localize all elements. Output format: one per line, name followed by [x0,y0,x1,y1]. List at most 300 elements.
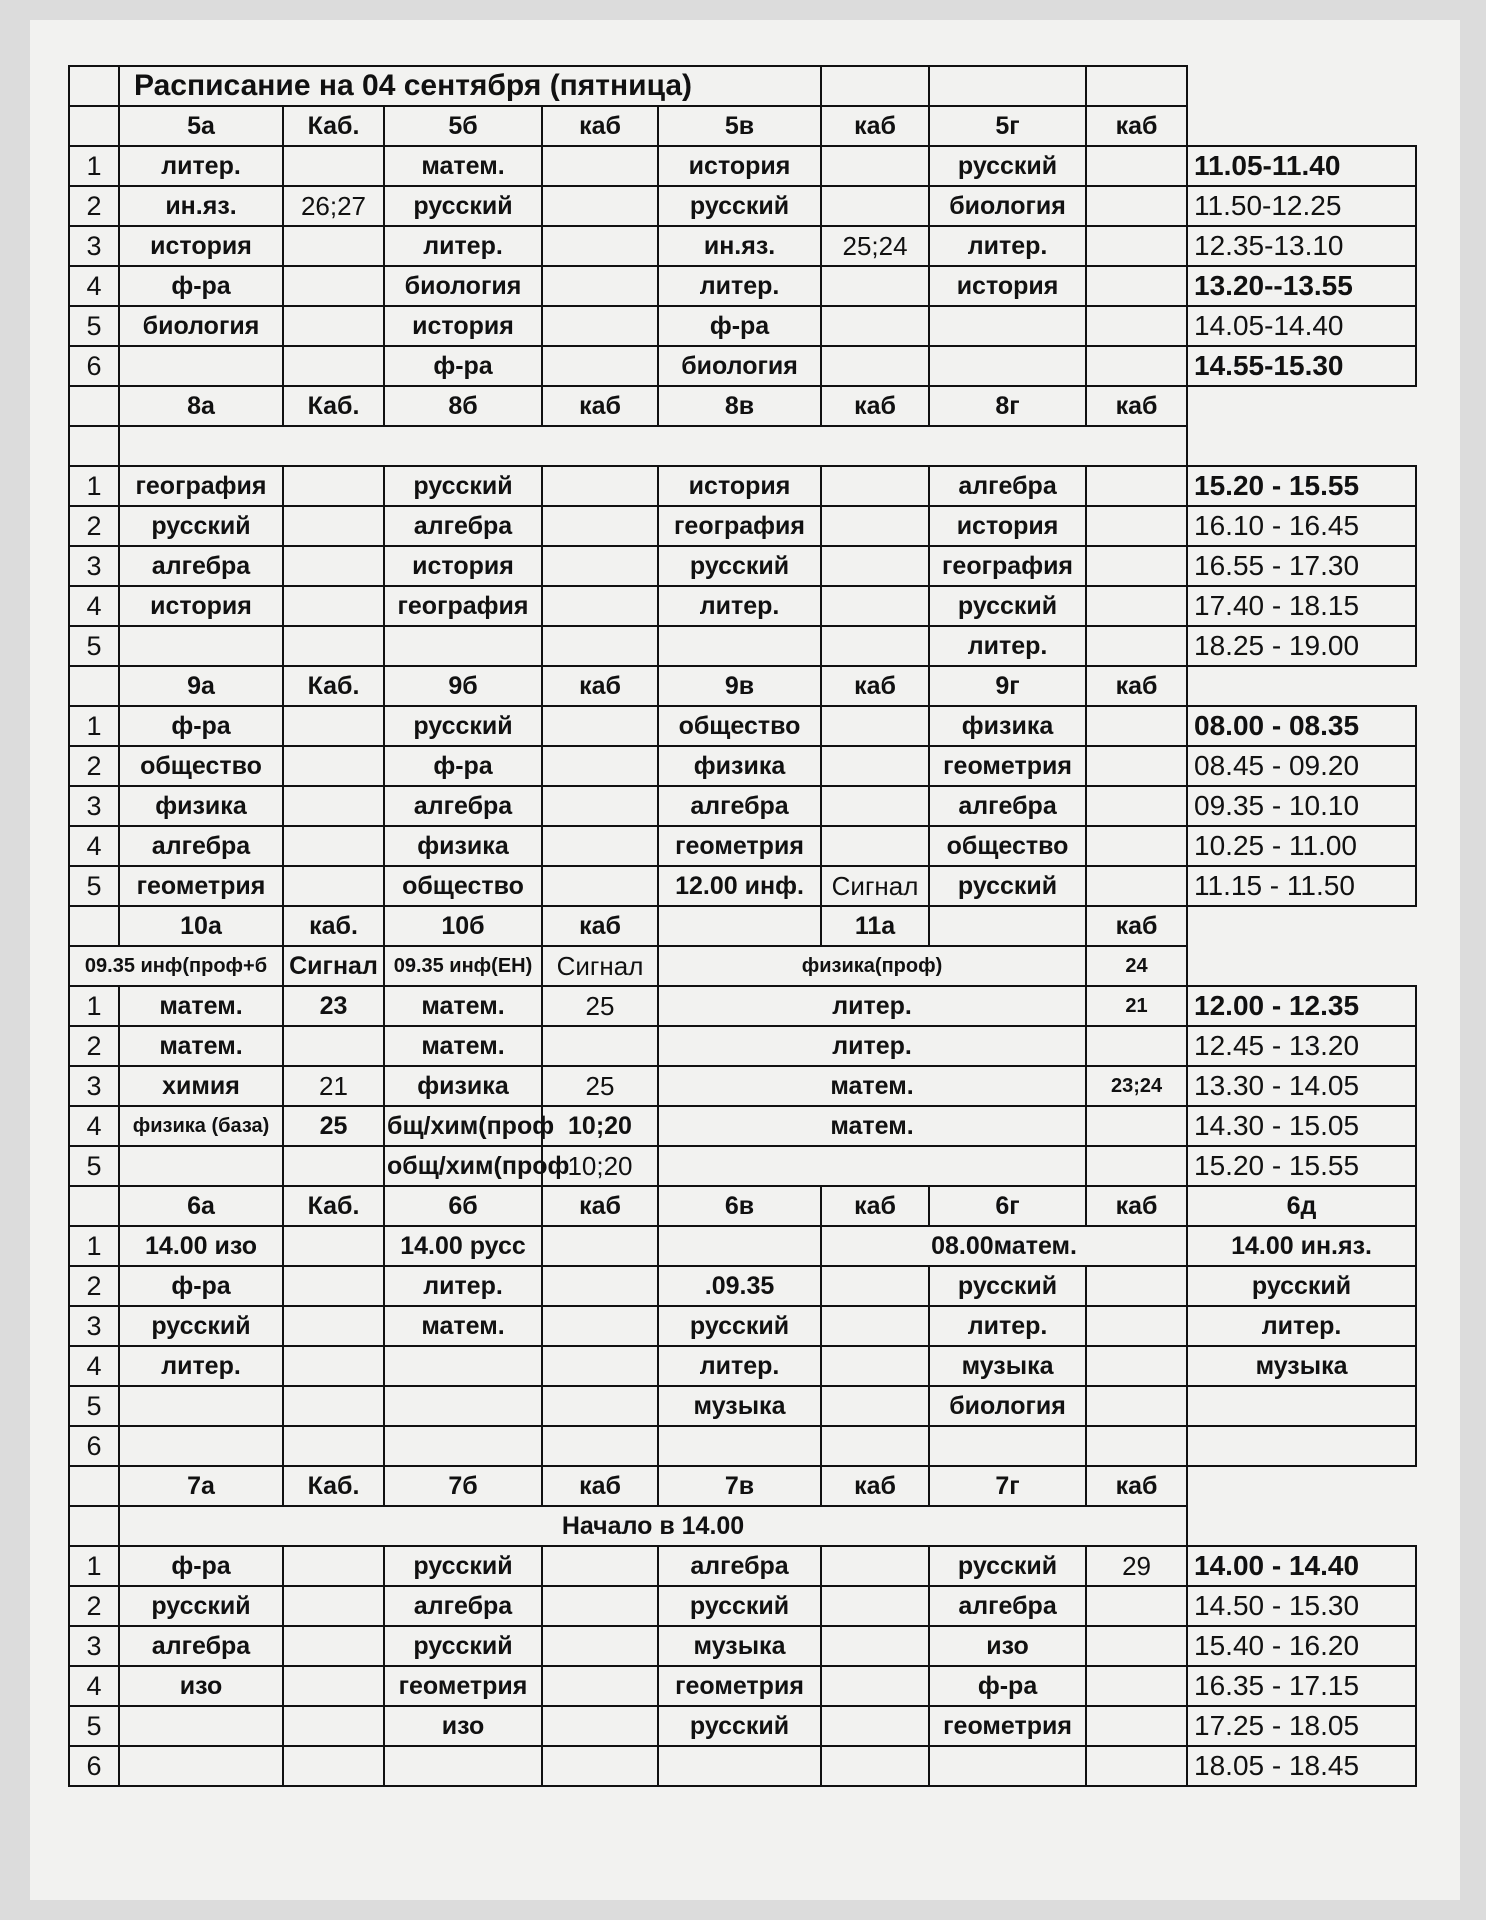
class-header-cell: 5б [384,106,542,146]
subject-cell: русский [384,186,542,226]
lesson-time: 14.00 - 14.40 [1187,1546,1416,1586]
lesson-number: 3 [69,1066,119,1106]
class-header-cell: 8в [658,386,821,426]
room-cell [1086,226,1187,266]
lesson-number: 2 [69,746,119,786]
room-cell [542,1746,658,1786]
room-cell [542,266,658,306]
room-cell [1086,1146,1187,1186]
subject-cell: литер. [658,986,1086,1026]
class-header-cell: каб [542,386,658,426]
room-cell [542,1426,658,1466]
lesson-row [69,1066,1416,1106]
lesson-row [69,1706,1416,1746]
room-cell [283,466,384,506]
subheader-cell: физика(проф) [658,946,1086,986]
room-cell [821,586,929,626]
subject-cell: матем. [384,1306,542,1346]
subject-cell: .09.35 [658,1266,821,1306]
room-cell [1086,1386,1187,1426]
subject-cell [119,1146,283,1186]
room-cell [821,1306,929,1346]
class-header-row [69,666,1416,706]
room-cell [1086,866,1187,906]
class-header-cell: 8а [119,386,283,426]
lesson-row [69,1346,1416,1386]
class-header-cell: каб [542,106,658,146]
class-header-cell: 9б [384,666,542,706]
subject-cell: история [119,586,283,626]
blank-space [1187,666,1416,706]
lesson-time: 17.40 - 18.15 [1187,586,1416,626]
subject-cell: русский [658,1586,821,1626]
lesson-time: 14.30 - 15.05 [1187,1106,1416,1146]
room-cell [1086,1346,1187,1386]
room-cell [283,1546,384,1586]
class-header-row [69,906,1416,946]
subject-cell: биология [658,346,821,386]
lesson-number: 5 [69,306,119,346]
room-cell [283,786,384,826]
lesson-number: 1 [69,706,119,746]
lesson-time: 10.25 - 11.00 [1187,826,1416,866]
class-header-cell: 9в [658,666,821,706]
subject-cell: геометрия [384,1666,542,1706]
subject-cell [119,1386,283,1426]
room-cell [542,226,658,266]
class-header-cell: каб [821,1186,929,1226]
subject-cell: физика [384,1066,542,1106]
subject-cell: литер. [119,1346,283,1386]
room-cell [821,186,929,226]
subject-cell [384,1426,542,1466]
subject-cell: алгебра [119,1626,283,1666]
room-cell [1086,1106,1187,1146]
lesson-number: 2 [69,1586,119,1626]
lesson-row [69,786,1416,826]
class-header-row [69,1466,1416,1506]
class-header-cell: 6а [119,1186,283,1226]
subject-cell: алгебра [658,1546,821,1586]
subject-cell: русский [384,706,542,746]
subject-cell: биология [929,186,1086,226]
class-header-cell: 7в [658,1466,821,1506]
room-cell [542,586,658,626]
class-header-cell: 11а [821,906,929,946]
subject-cell: геометрия [658,1666,821,1706]
room-cell: 26;27 [283,186,384,226]
room-cell [542,1266,658,1306]
subject-cell: русский [929,146,1086,186]
subject-cell: литер. [929,1306,1086,1346]
subject-cell: ф-ра [384,746,542,786]
lesson-row [69,1026,1416,1066]
lesson-time: 16.10 - 16.45 [1187,506,1416,546]
room-cell: 24 [1086,946,1187,986]
room-cell [1086,1706,1187,1746]
room-cell [283,266,384,306]
class-header-cell: каб [542,1466,658,1506]
class-header-cell: каб [1086,386,1187,426]
room-cell [1086,626,1187,666]
lesson-time: 12.45 - 13.20 [1187,1026,1416,1066]
subject-cell: алгебра [929,786,1086,826]
lesson-number: 6 [69,346,119,386]
room-cell [542,826,658,866]
class-header-cell: каб [1086,906,1187,946]
lesson-row [69,306,1416,346]
subject-cell: физика [384,826,542,866]
lesson-row [69,986,1416,1026]
blank-space [1187,1466,1416,1506]
lesson-row [69,826,1416,866]
room-cell [1086,546,1187,586]
room-cell [1086,826,1187,866]
subject-cell: ф-ра [119,706,283,746]
room-cell [283,626,384,666]
lesson-number: 5 [69,1146,119,1186]
subject-cell: русский [658,1306,821,1346]
class-header-cell: 6д [1187,1186,1416,1226]
room-cell [283,306,384,346]
subject-cell [929,306,1086,346]
class-header-cell: каб [1086,106,1187,146]
subject-cell: алгебра [929,466,1086,506]
room-cell [283,226,384,266]
lesson-number: 2 [69,506,119,546]
subject-cell: изо [119,1666,283,1706]
lesson-row [69,866,1416,906]
subject-cell: литер. [384,1266,542,1306]
class-header-cell: 6в [658,1186,821,1226]
class-header-cell: каб [1086,1466,1187,1506]
room-cell [542,146,658,186]
room-cell [1086,1666,1187,1706]
room-cell [283,506,384,546]
class-header-cell: 6б [384,1186,542,1226]
subject-cell: биология [929,1386,1086,1426]
blank-space [1187,386,1416,426]
room-cell: 21 [283,1066,384,1106]
room-cell [283,546,384,586]
lesson-time: 14.50 - 15.30 [1187,1586,1416,1626]
lesson-number: 5 [69,1386,119,1426]
room-cell [283,146,384,186]
class-header-cell: каб [821,1466,929,1506]
room-cell [542,1706,658,1746]
room-cell [283,1746,384,1786]
subject-cell: алгебра [658,786,821,826]
class-header-cell [929,906,1086,946]
subject-cell: русский [929,586,1086,626]
start-note: Начало в 14.00 [119,1506,1187,1546]
lesson-row [69,1226,1416,1266]
subject-cell: алгебра [929,1586,1086,1626]
subject-cell: музыка [658,1386,821,1426]
subject-cell: алгебра [384,506,542,546]
room-cell [283,1386,384,1426]
subject-cell: изо [929,1626,1086,1666]
room-cell [1086,146,1187,186]
row-number-header [69,906,119,946]
lesson-number: 1 [69,986,119,1026]
room-cell [1086,466,1187,506]
lesson-row [69,546,1416,586]
room-cell [542,1226,658,1266]
lesson-number: 6 [69,1746,119,1786]
lesson-time: 14.05-14.40 [1187,306,1416,346]
subject-cell: алгебра [384,786,542,826]
class-header-row [69,386,1416,426]
class-header-cell: Каб. [283,1466,384,1506]
page-title: Расписание на 04 сентября (пятница) [119,66,821,106]
lesson-number: 1 [69,1546,119,1586]
subject-cell: алгебра [119,546,283,586]
class-header-cell: Каб. [283,386,384,426]
lesson-row [69,266,1416,306]
note-row [69,1506,1416,1546]
subject-cell: история [658,466,821,506]
subject-cell: литер. [119,146,283,186]
class-header-cell: 5г [929,106,1086,146]
lesson-time: 18.25 - 19.00 [1187,626,1416,666]
room-cell [821,546,929,586]
subject-cell: литер. [658,266,821,306]
lesson-row [69,1266,1416,1306]
room-cell [542,466,658,506]
class-header-cell: каб [1086,1186,1187,1226]
subject-cell: русский [1187,1266,1416,1306]
lesson-row [69,1746,1416,1786]
room-cell [542,1306,658,1346]
lesson-number: 4 [69,586,119,626]
lesson-time: 15.40 - 16.20 [1187,1626,1416,1666]
lesson-number: 1 [69,466,119,506]
subject-cell: общество [119,746,283,786]
room-cell [1086,506,1187,546]
subject-cell: география [929,546,1086,586]
room-cell [542,866,658,906]
room-cell [821,1426,929,1466]
room-cell [821,1626,929,1666]
subject-cell: матем. [658,1066,1086,1106]
room-cell [1086,1586,1187,1626]
lesson-time: 12.35-13.10 [1187,226,1416,266]
subject-cell: 14.00 ин.яз. [1187,1226,1416,1266]
subject-cell: общество [658,706,821,746]
subject-cell [929,346,1086,386]
class-header-cell: Каб. [283,106,384,146]
lesson-number: 6 [69,1426,119,1466]
class-header-cell: Каб. [283,666,384,706]
subject-cell [119,346,283,386]
class-header-cell: каб [542,906,658,946]
room-cell [283,1226,384,1266]
subject-cell: общ/хим(проф [384,1146,542,1186]
subject-cell [384,1346,542,1386]
subject-cell: история [929,266,1086,306]
room-cell [542,546,658,586]
lesson-time: 08.45 - 09.20 [1187,746,1416,786]
lesson-row [69,586,1416,626]
subject-cell: изо [384,1706,542,1746]
lesson-row [69,186,1416,226]
subject-cell: ф-ра [119,1546,283,1586]
table-cell [69,1506,119,1546]
class-header-row [69,1186,1416,1226]
lesson-row [69,1386,1416,1426]
subject-cell [119,1706,283,1746]
subject-cell: физика [119,786,283,826]
subject-cell: русский [384,466,542,506]
subject-cell: история [658,146,821,186]
subject-cell: геометрия [929,746,1086,786]
lesson-row [69,1666,1416,1706]
room-cell [542,1626,658,1666]
room-cell [821,266,929,306]
subject-cell: музыка [658,1626,821,1666]
subject-cell: литер. [658,1026,1086,1066]
subject-cell [119,1426,283,1466]
lesson-number: 2 [69,186,119,226]
lesson-row [69,1306,1416,1346]
subject-cell: история [384,306,542,346]
room-cell: 23;24 [1086,1066,1187,1106]
lesson-row [69,1586,1416,1626]
class-header-cell: 5а [119,106,283,146]
subject-cell [1187,1426,1416,1466]
subject-cell: литер. [658,1346,821,1386]
class-header-cell: 10а [119,906,283,946]
class-header-cell: каб [821,386,929,426]
subject-cell [384,1746,542,1786]
subject-cell: русский [658,1706,821,1746]
lesson-time: 13.20--13.55 [1187,266,1416,306]
lesson-row [69,1426,1416,1466]
lesson-row [69,1626,1416,1666]
room-cell [542,746,658,786]
room-cell: 29 [1086,1546,1187,1586]
room-cell [1086,746,1187,786]
subject-cell [384,1386,542,1426]
lesson-number: 5 [69,1706,119,1746]
room-cell [283,866,384,906]
room-cell [542,1586,658,1626]
room-cell [821,346,929,386]
subject-cell: биология [119,306,283,346]
room-cell [542,1666,658,1706]
subject-cell [119,1746,283,1786]
room-cell: 21 [1086,986,1187,1026]
class-header-cell: 10б [384,906,542,946]
room-cell [821,506,929,546]
class-header-cell: каб [542,666,658,706]
subject-cell: ф-ра [929,1666,1086,1706]
class-header-cell: 9г [929,666,1086,706]
room-cell [821,1706,929,1746]
subject-cell: матем. [119,986,283,1026]
lesson-number: 4 [69,1346,119,1386]
class-header-cell: 7а [119,1466,283,1506]
room-cell [821,826,929,866]
room-cell [542,306,658,346]
subject-cell: матем. [384,1026,542,1066]
subject-cell: русский [929,1546,1086,1586]
lesson-number: 1 [69,1226,119,1266]
subject-cell: алгебра [119,826,283,866]
table-cell [821,66,929,106]
subject-cell: русский [658,186,821,226]
table-cell [1086,66,1187,106]
room-cell: 25 [283,1106,384,1146]
room-cell [283,706,384,746]
table-cell [69,426,119,466]
room-cell [1086,1746,1187,1786]
subheader-cell: 09.35 инф(проф+б [69,946,283,986]
room-cell [821,146,929,186]
subject-cell: матем. [384,146,542,186]
room-cell [821,1266,929,1306]
subject-cell: химия [119,1066,283,1106]
room-cell [542,1026,658,1066]
subject-cell [119,626,283,666]
room-cell [283,1306,384,1346]
blank-space [1187,66,1416,106]
room-cell [283,346,384,386]
subject-cell [384,626,542,666]
room-cell [1086,306,1187,346]
subject-cell: ф-ра [384,346,542,386]
class-header-cell: 7б [384,1466,542,1506]
lesson-time: 18.05 - 18.45 [1187,1746,1416,1786]
room-cell [283,1026,384,1066]
room-cell [283,746,384,786]
room-cell [1086,186,1187,226]
table-cell [119,426,1187,466]
room-cell [1086,786,1187,826]
row-number-header [69,386,119,426]
class-header-cell: 8б [384,386,542,426]
lesson-row [69,226,1416,266]
lesson-number: 2 [69,1026,119,1066]
lesson-row [69,1146,1416,1186]
room-cell [821,466,929,506]
class-header-cell: 6г [929,1186,1086,1226]
room-cell [1086,346,1187,386]
class-header-cell: 8г [929,386,1086,426]
subject-cell: геометрия [658,826,821,866]
subject-cell: русский [384,1546,542,1586]
row-number-header [69,666,119,706]
class-header-cell: 5в [658,106,821,146]
subject-cell [658,626,821,666]
class-header-cell: каб [821,106,929,146]
title-row [69,66,1416,106]
subject-cell: геометрия [929,1706,1086,1746]
lesson-time: 08.00 - 08.35 [1187,706,1416,746]
lesson-time: 11.15 - 11.50 [1187,866,1416,906]
lesson-row [69,706,1416,746]
subject-cell: матем. [658,1106,1086,1146]
room-cell [283,586,384,626]
subject-cell: геометрия [119,866,283,906]
subject-cell: матем. [384,986,542,1026]
room-cell: 25 [542,1066,658,1106]
lesson-number: 4 [69,266,119,306]
room-cell [542,186,658,226]
lesson-time: 16.35 - 17.15 [1187,1666,1416,1706]
subject-cell: 14.00 изо [119,1226,283,1266]
